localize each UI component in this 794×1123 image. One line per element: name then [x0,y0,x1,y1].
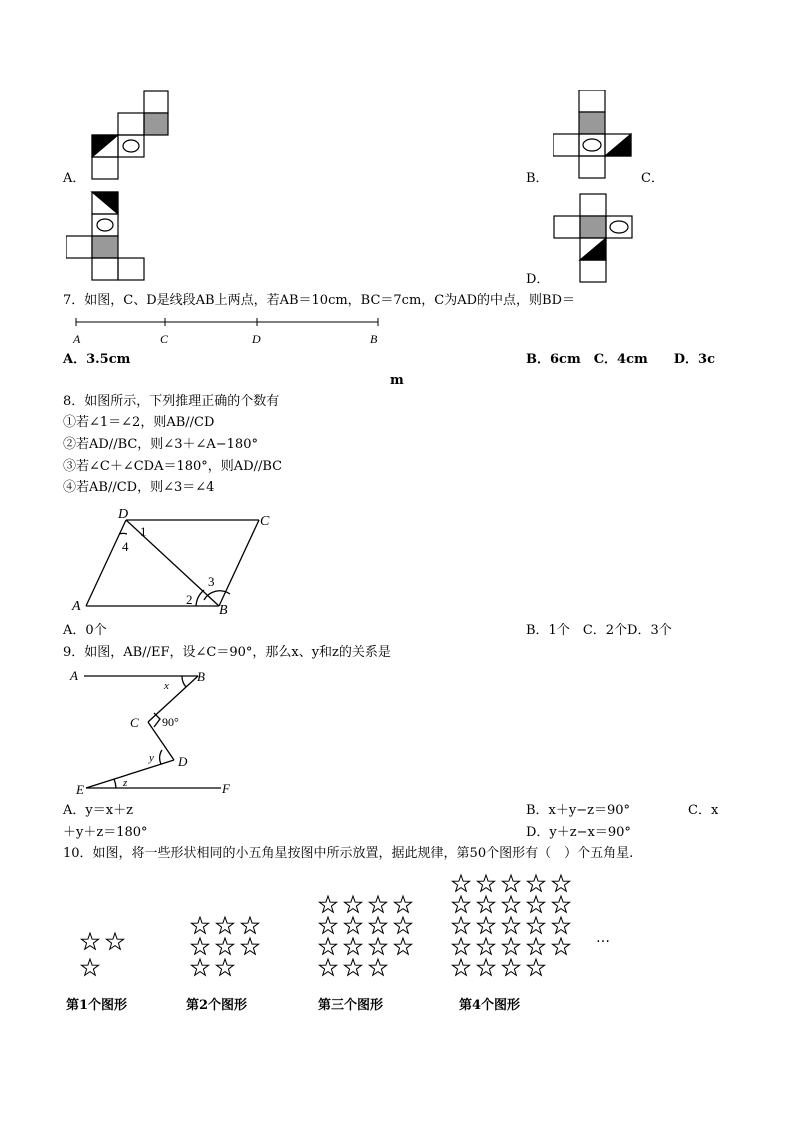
q10-figure-1 [81,933,123,975]
q9-label-a: A [70,668,78,683]
q9-option-c-cont: ＋y＋z＝180° [63,825,148,840]
q9-label-b: B [197,669,205,684]
q8-option-a[interactable]: A．0个 [63,623,107,638]
q8-item-3: ③若∠C＋∠CDA＝180°，则AD//BC [63,459,283,474]
q10-figure-4 [452,875,569,975]
q9-label-y: y [149,752,154,764]
q8-label-a: A [72,599,81,614]
q8-label-b: B [219,603,228,618]
q6-figure-b [553,90,633,190]
q9-label-x: x [164,680,169,692]
q9-option-b[interactable]: B．x＋y−z＝90° [526,803,631,818]
q7-label-a: A [73,332,81,346]
q7-label-d: D [252,332,261,346]
q8-label-d: D [118,507,129,522]
q9-label-e: E [76,782,84,797]
q8-angle-4: 4 [122,539,129,554]
q9-option-d[interactable]: D．y＋z−x＝90° [526,825,631,840]
q10-stem: 10．如图，将一些形状相同的小五角星按图中所示放置，据此规律，第50个图形有（ ）个五角星. [63,846,634,861]
q9-zigzag-figure [66,664,246,798]
q7-stem: 7．如图，C、D是线段AB上两点，若AB＝10cm，BC＝7cm，C为AD的中点，则BD＝ [63,293,576,308]
q9-label-d: D [178,754,188,769]
q6-option-b[interactable]: B． [526,171,549,186]
q6-option-a[interactable]: A． [63,171,86,186]
q8-item-4: ④若AB//CD，则∠3＝∠4 [63,480,215,495]
q10-figure-2 [191,917,258,975]
q8-options-bcd[interactable]: B．1个 C．2个D．3个 [526,623,672,638]
q10-ellipsis: … [596,930,610,946]
q9-option-c[interactable]: C．x [688,803,719,818]
q10-caption-2: 第2个图形 [186,998,248,1013]
q8-angle-2: 2 [186,592,193,607]
q6-figure-c [66,191,148,285]
q7-label-b: B [370,332,378,346]
q9-label-c: C [130,715,139,730]
q7-segment-figure [68,314,388,348]
q8-label-c: C [260,514,270,529]
q7-wrap: m [390,373,404,388]
q8-item-1: ①若∠1＝∠2，则AB//CD [63,415,215,430]
q8-parallelogram-figure [64,502,286,618]
q8-stem: 8．如图所示，下列推理正确的个数有 [63,394,280,409]
q9-label-z: z [123,777,128,789]
q6-figure-d [553,193,633,285]
q9-label-f: F [222,781,230,796]
q10-figure-3 [319,896,411,975]
q7-label-c: C [160,332,169,346]
q10-caption-3: 第三个图形 [318,998,384,1013]
q6-figure-a [90,90,170,188]
q6-option-d[interactable]: D． [526,272,550,287]
q9-option-a[interactable]: A．y＝x＋z [63,803,133,818]
q7-option-a[interactable]: A．3.5cm [63,352,131,367]
q8-item-2: ②若AD//BC，则∠3＋∠A−180° [63,437,258,452]
q6-option-c[interactable]: C． [641,171,664,186]
q9-right-angle-label: 90° [162,715,179,729]
q10-caption-1: 第1个图形 [66,998,128,1013]
q8-angle-3: 3 [208,574,215,589]
q10-caption-4: 第4个图形 [459,998,521,1013]
q9-stem: 9．如图，AB//EF，设∠C＝90°，那么x、y和z的关系是 [63,645,391,660]
q8-angle-1: 1 [140,524,147,539]
q7-options-bcd[interactable]: B．6cm C．4cm D．3c [526,352,716,367]
